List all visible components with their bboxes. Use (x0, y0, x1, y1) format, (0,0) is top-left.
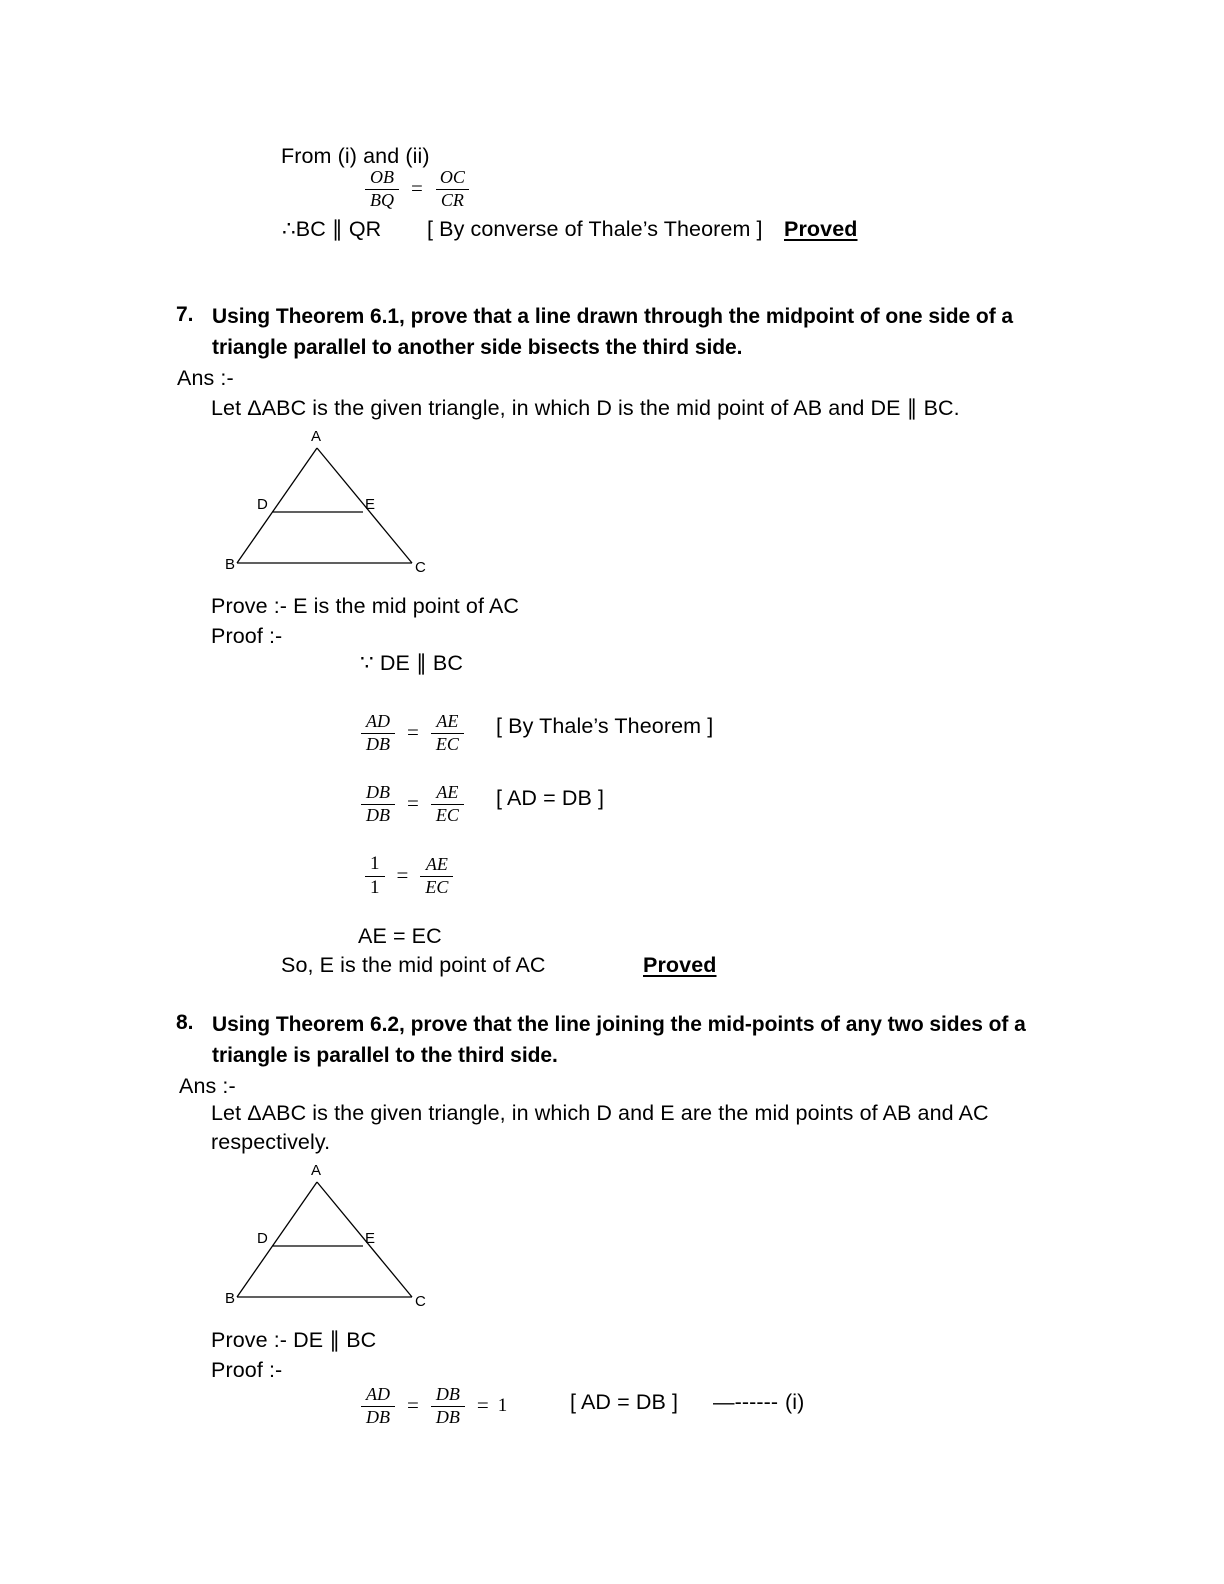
fraction-denominator: DB (361, 1406, 395, 1428)
fraction-db-db (361, 783, 395, 826)
fraction-numerator: DB (366, 782, 390, 802)
fraction-denominator: EC (431, 804, 464, 826)
equals-sign: = (407, 791, 419, 816)
conclusion-bc-parallel-qr: ∴BC ∥ QR (282, 217, 382, 241)
question-7-triangle-diagram (225, 430, 430, 575)
question-7-number: 7. (176, 303, 194, 326)
fraction-ad-db (361, 712, 395, 755)
question-7-result-line: AE = EC (358, 924, 442, 948)
question-7-because-line: ∵ DE ∥ BC (360, 651, 463, 675)
equals-sign: = (396, 863, 409, 888)
fraction-one-one (365, 854, 385, 899)
question-8-ans-label: Ans :- (179, 1074, 236, 1098)
question-7-step-2-equation (358, 783, 467, 826)
fraction-denominator: DB (431, 1406, 465, 1428)
equals-sign: = (411, 176, 423, 201)
question-8-proof-label: Proof :- (211, 1358, 283, 1382)
equation-ob-bq-oc-cr (362, 168, 473, 211)
fraction-denominator: EC (420, 876, 453, 898)
fraction-denominator: EC (431, 733, 464, 755)
fraction-ae-ec (420, 855, 453, 898)
fraction-numerator: OC (439, 167, 465, 187)
question-8-final-equation (358, 1385, 507, 1428)
vertex-label-b: B (225, 1290, 236, 1307)
question-8-statement-line-1: Using Theorem 6.2, prove that the line joining the mid-points of any two sides of a (212, 1013, 1026, 1036)
fraction-numerator: AE (436, 782, 459, 802)
fraction-db-db (431, 1385, 465, 1428)
equals-sign: = (407, 720, 419, 745)
proved-label: Proved (784, 217, 858, 241)
question-8-prove-line: Prove :- DE ∥ BC (211, 1328, 377, 1352)
segment-ab (237, 1182, 317, 1297)
question-8-given-line-1: Let ΔABC is the given triangle, in which D and E are the mid points of AB and AC (211, 1101, 989, 1125)
vertex-label-e: E (365, 1230, 376, 1247)
question-7-step-3-equation (362, 854, 456, 899)
reason-converse-thales: [ By converse of Thale’s Theorem ] (427, 217, 763, 241)
question-7-closing-line: So, E is the mid point of AC (281, 953, 546, 977)
question-7-step-1-reason: [ By Thale’s Theorem ] (496, 714, 714, 738)
fraction-numerator: DB (435, 1384, 460, 1404)
question-7-statement-line-1: Using Theorem 6.1, prove that a line drawn through the midpoint of one side of a (212, 305, 1014, 328)
fraction-denominator: DB (361, 733, 395, 755)
equation-value-one: 1 (497, 1395, 508, 1417)
equals-sign-1: = (407, 1393, 419, 1418)
question-8-number: 8. (176, 1011, 194, 1034)
question-7-proof-label: Proof :- (211, 624, 283, 648)
question-7-ans-label: Ans :- (177, 366, 234, 390)
fraction-numerator: AE (425, 854, 448, 875)
question-8-triangle-diagram (225, 1164, 430, 1309)
from-i-and-ii-line: From (i) and (ii) (281, 144, 430, 168)
question-7-statement-line-2: triangle parallel to another side bisects the third side. (212, 336, 743, 359)
fraction-numerator: 1 (370, 853, 380, 874)
question-8-final-reason: [ AD = DB ] (570, 1390, 679, 1414)
vertex-label-a: A (311, 428, 322, 445)
fraction-ae-ec (431, 712, 464, 755)
question-7-prove-line: Prove :- E is the mid point of AC (211, 594, 520, 618)
fraction-ae-ec (431, 783, 464, 826)
question-8-statement-line-2: triangle is parallel to the third side. (212, 1044, 558, 1067)
fraction-denominator: 1 (365, 876, 385, 899)
question-7-step-2-reason: [ AD = DB ] (496, 786, 605, 810)
fraction-oc-cr (435, 168, 470, 211)
fraction-ob-bq (365, 168, 399, 211)
fraction-denominator: CR (436, 189, 469, 211)
equals-sign-2: = (476, 1393, 489, 1418)
question-7-step-1-equation (358, 712, 467, 755)
vertex-label-c: C (415, 1293, 426, 1310)
question-7-proved-label: Proved (643, 953, 717, 977)
fraction-ad-db (361, 1385, 395, 1428)
vertex-label-b: B (225, 556, 236, 573)
question-8-dash-leader: —------ (713, 1390, 779, 1414)
vertex-label-e: E (365, 496, 376, 513)
fraction-numerator: AD (366, 1384, 390, 1404)
fraction-numerator: OB (370, 167, 394, 187)
fraction-numerator: AD (366, 711, 390, 731)
fraction-numerator: AE (436, 711, 459, 731)
fraction-denominator: DB (361, 804, 395, 826)
segment-ab (237, 448, 317, 563)
fraction-denominator: BQ (365, 189, 399, 211)
vertex-label-c: C (415, 559, 426, 576)
vertex-label-d: D (257, 496, 268, 513)
question-7-given-line: Let ΔABC is the given triangle, in which D is the mid point of AB and DE ∥ BC. (211, 396, 960, 420)
vertex-label-a: A (311, 1162, 322, 1179)
vertex-label-d: D (257, 1230, 268, 1247)
question-8-equation-reference: (i) (785, 1390, 805, 1414)
question-8-given-line-2: respectively. (211, 1130, 331, 1154)
